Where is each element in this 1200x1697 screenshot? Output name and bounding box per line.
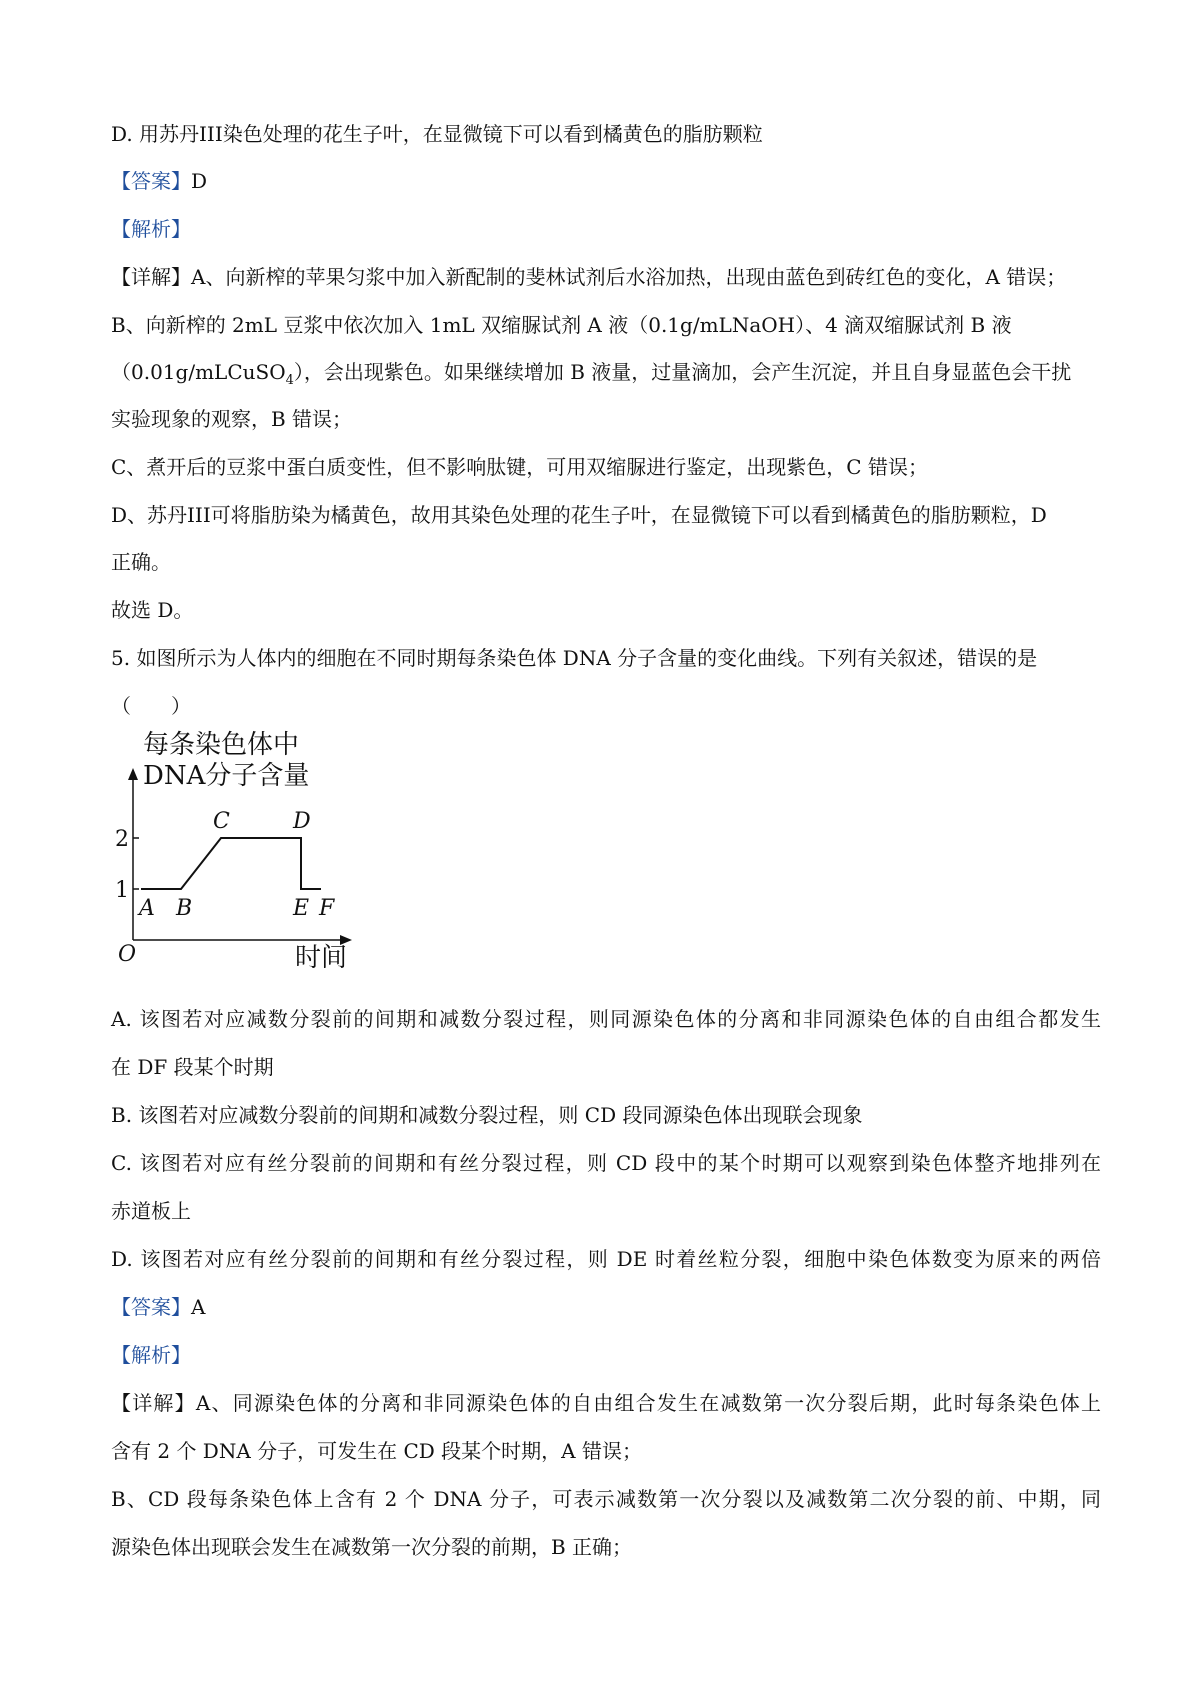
point-label-a: A (139, 896, 155, 921)
q5-detail-b-line2: 源染色体出现联会发生在减数第一次分裂的前期，B 正确； (111, 1535, 633, 1559)
q4-option-d: D. 用苏丹III染色处理的花生子叶，在显微镜下可以看到橘黄色的脂肪颗粒 (111, 122, 763, 146)
q5-detail-b-line1: B、CD 段每条染色体上含有 2 个 DNA 分子，可表示减数第一次分裂以及减数第二次分裂的前、中期，同 (111, 1487, 1101, 1511)
q4-analysis-tag: 【解析】 (111, 217, 191, 241)
q5-option-d: D. 该图若对应有丝分裂前的间期和有丝分裂过程，则 DE 时着丝粒分裂，细胞中染色体数变为原来的两倍 (111, 1247, 1101, 1271)
detail-text: A、同源染色体的分离和非同源染色体的自由组合发生在减数第一次分裂后期，此时每条染色体上 (195, 1391, 1102, 1415)
ylabel-line1: 每条染色体中 (143, 730, 300, 760)
point-label-f: F (319, 896, 335, 921)
q5-option-b: B. 该图若对应减数分裂前的间期和减数分裂过程，则 CD 段同源染色体出现联会现象 (111, 1103, 863, 1127)
point-label-b: B (176, 896, 193, 921)
answer-value: D (191, 169, 208, 193)
detail-text: A、向新榨的苹果匀浆中加入新配制的斐林试剂后水浴加热，出现由蓝色到砖红色的变化，A 错误； (191, 265, 1067, 289)
q4-detail-b-line2 (111, 357, 1101, 387)
answer-tag: 【答案】 (111, 1295, 191, 1319)
detail-tag: 【详解】 (111, 265, 191, 289)
y-axis-arrow (128, 768, 138, 780)
q5-option-c-line1: C. 该图若对应有丝分裂前的间期和有丝分裂过程，则 CD 段中的某个时期可以观察到染色体整齐地排列在 (111, 1151, 1101, 1175)
q4-detail-a (111, 262, 1101, 292)
dna-content-chart (105, 728, 385, 968)
q5-option-a-line2: 在 DF 段某个时期 (111, 1055, 274, 1079)
q5-option-a-line1: A. 该图若对应减数分裂前的间期和减数分裂过程，则同源染色体的分离和非同源染色体的自由组合都发生 (111, 1007, 1101, 1031)
q5-stem-line2: （ ） (111, 694, 191, 718)
q4-detail-d-line2: 正确。 (111, 550, 171, 574)
q5-stem-line1: 5. 如图所示为人体内的细胞在不同时期每条染色体 DNA 分子含量的变化曲线。下列有关叙述，错误的是 (111, 646, 1038, 670)
q4-answer (111, 166, 1101, 196)
q5-option-c-line2: 赤道板上 (111, 1199, 191, 1223)
formula-subscript: 4 (285, 373, 294, 388)
formula-pre: （0.01g/mLCuSO (111, 360, 286, 384)
q4-detail-c: C、煮开后的豆浆中蛋白质变性，但不影响肽键，可用双缩脲进行鉴定，出现紫色，C 错误； (111, 455, 928, 479)
point-label-e: E (293, 896, 310, 921)
ylabel-line2: DNA分子含量 (143, 761, 310, 791)
formula-post: ），会出现紫色。如果继续增加 B 液量，过量滴加，会产生沉淀，并且自身显蓝色会干扰 (293, 360, 1072, 384)
q5-detail-a-line2: 含有 2 个 DNA 分子，可发生在 CD 段某个时期，A 错误； (111, 1439, 642, 1463)
q4-detail-b-line3: 实验现象的观察，B 错误； (111, 407, 353, 431)
x-axis-label: 时间 (295, 943, 348, 968)
point-label-d: D (293, 809, 311, 834)
detail-tag: 【详解】 (111, 1391, 196, 1415)
q4-detail-d-line1: D、苏丹III可将脂肪染为橘黄色，故用其染色处理的花生子叶，在显微镜下可以看到橘黄色的脂肪颗粒，D (111, 503, 1047, 527)
q5-detail-a-line1 (111, 1388, 1101, 1418)
q4-detail-b-line1: B、向新榨的 2mL 豆浆中依次加入 1mL 双缩脲试剂 A 液（0.1g/mLNaOH）、4 滴双缩脲试剂 B 液 (111, 313, 1012, 337)
q4-conclusion: 故选 D。 (111, 598, 194, 622)
chart-marks (115, 809, 335, 921)
q5-answer (111, 1292, 1101, 1322)
q5-analysis-tag: 【解析】 (111, 1343, 191, 1367)
dna-content-curve (141, 838, 321, 889)
y-tick-label: 1 (115, 878, 129, 903)
y-tick-label: 2 (115, 827, 129, 852)
origin-label: O (118, 942, 137, 967)
chart-svg (105, 728, 385, 968)
answer-value: A (191, 1295, 206, 1319)
point-label-c: C (213, 809, 230, 834)
answer-tag: 【答案】 (111, 169, 191, 193)
